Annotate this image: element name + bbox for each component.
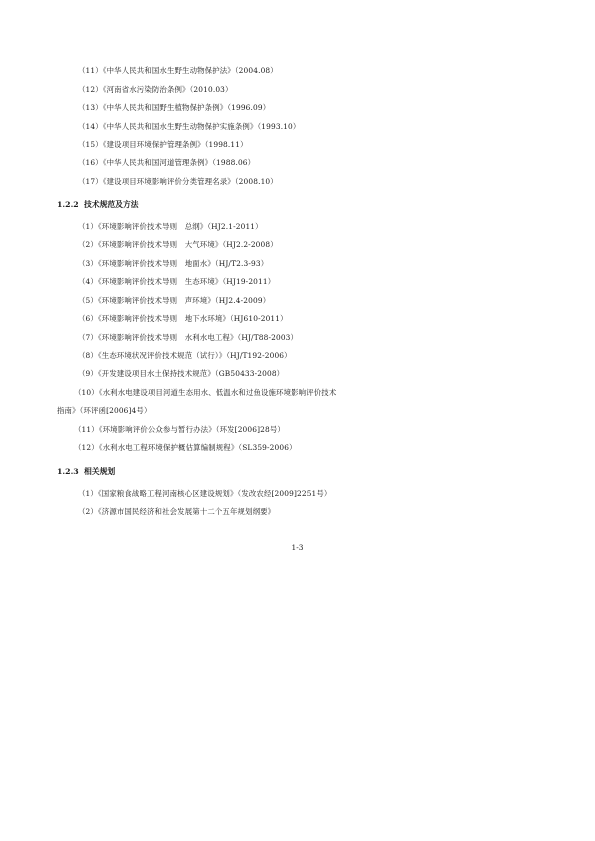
list-item: （16）《中华人民共和国河道管理条例》（1988.06） (78, 158, 256, 167)
list-item: （9）《开发建设项目水土保持技术规范》（GB50433-2008） (78, 369, 285, 378)
list-item: （15）《建设项目环境保护管理条例》（1998.11） (78, 140, 248, 149)
list-item: （17）《建设项目环境影响评价分类管理名录》（2008.10） (78, 177, 278, 186)
section-heading-1-2-2 (57, 200, 139, 209)
list-item: （4）《环境影响评价技术导则 生态环境》（HJ19-2011） (78, 277, 276, 286)
list-item: （1）《国家粮食战略工程河南核心区建设规划》（发改农经[2009]2251号） (78, 489, 332, 498)
list-item: （10）《水利水电建设项目河道生态用水、低温水和过鱼设施环境影响评价技术 (74, 388, 337, 397)
list-item-continuation: 指南》（环评函[2006]4号） (57, 406, 152, 415)
list-item: （11）《中华人民共和国水生野生动物保护法》（2004.08） (78, 66, 278, 75)
list-item: （3）《环境影响评价技术导则 地面水》（HJ/T2.3-93） (78, 259, 269, 268)
section-title: 技术规范及方法 (84, 200, 139, 209)
list-item: （11）《环境影响评价公众参与暂行办法》（环发[2006]28号） (74, 425, 285, 434)
section-number: 1.2.2 (57, 200, 79, 209)
list-item: （13）《中华人民共和国野生植物保护条例》（1996.09） (78, 103, 271, 112)
page-number: 1-3 (291, 543, 304, 552)
list-item: （8）《生态环境状况评价技术规范（试行）》（HJ/T192-2006） (78, 351, 292, 360)
list-item: （6）《环境影响评价技术导则 地下水环境》（HJ610-2011） (78, 314, 288, 323)
list-item: （12）《河南省水污染防治条例》（2010.03） (78, 85, 233, 94)
list-item: （7）《环境影响评价技术导则 水利水电工程》（HJ/T88-2003） (78, 333, 299, 342)
list-item: （14）《中华人民共和国水生野生动物保护实施条例》（1993.10） (78, 122, 301, 131)
section-title: 相关规划 (84, 467, 116, 476)
list-item: （5）《环境影响评价技术导则 声环境》（HJ2.4-2009） (78, 296, 271, 305)
list-item: （12）《水利水电工程环境保护概估算编制规程》（SL359-2006） (74, 443, 297, 452)
list-item: （2）《济源市国民经济和社会发展第十二个五年规划纲要》 (78, 507, 276, 516)
section-number: 1.2.3 (57, 467, 79, 476)
list-item: （2）《环境影响评价技术导则 大气环境》（HJ2.2-2008） (78, 240, 278, 249)
list-item: （1）《环境影响评价技术导则 总纲》（HJ2.1-2011） (78, 222, 263, 231)
section-heading-1-2-3 (57, 467, 115, 476)
